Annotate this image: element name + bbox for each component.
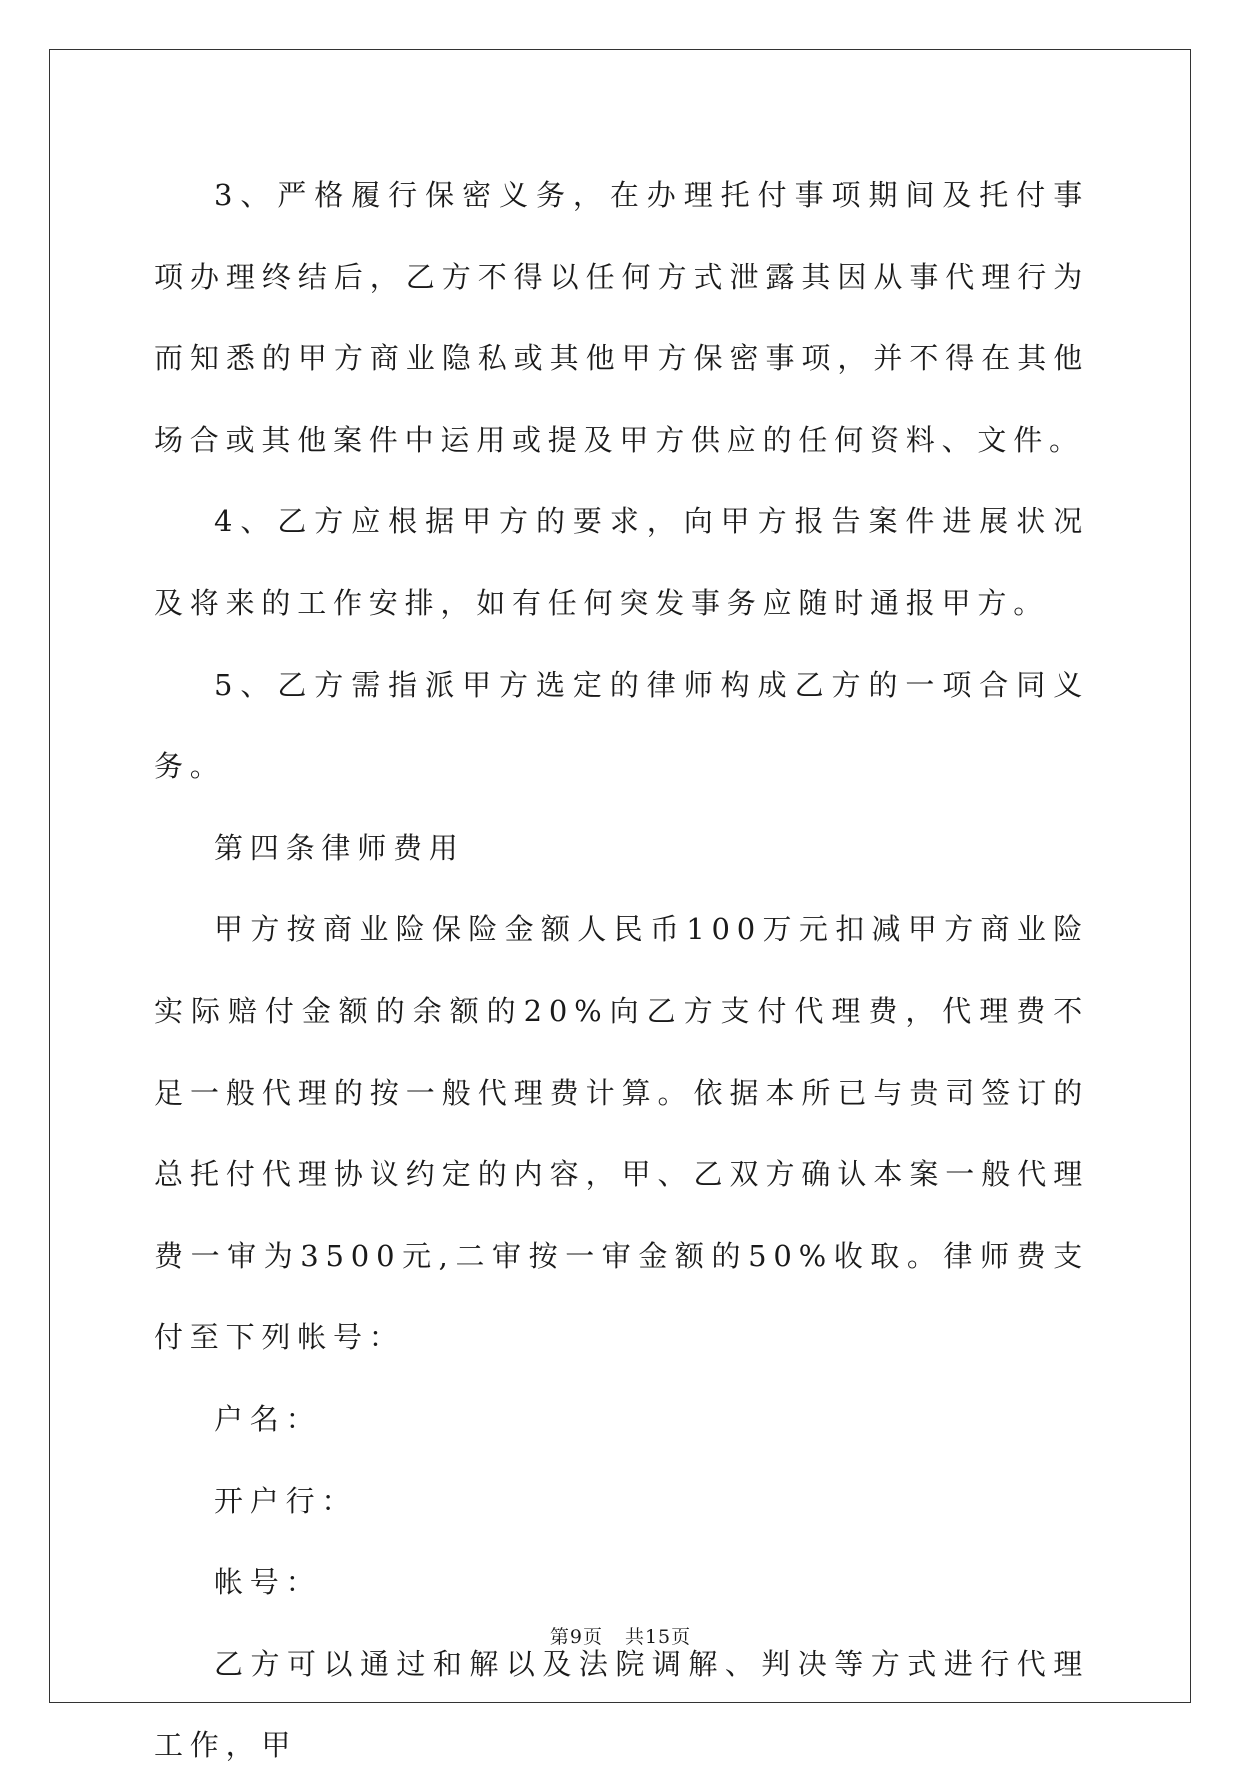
paragraph-settlement-methods: 乙方可以通过和解以及法院调解、判决等方式进行代理工作，甲 <box>154 1646 1089 1763</box>
field-bank: 开户行： <box>214 1483 358 1518</box>
page-footer <box>0 1622 1241 1649</box>
paragraph-fee-terms: 甲方按商业险保险金额人民币100万元扣减甲方商业险实际赔付金额的余额的20%向乙方支付代理费，代理费不足一般代理的按一般代理费计算。依据本所已与贵司签订的总托付代理协议约定的内容，甲、乙双方确认本案一般代理费一审为3500元,二审按一审金额的50%收取。律师费支付至下列帐号： <box>154 912 1089 1355</box>
field-account-name: 户名： <box>214 1401 322 1436</box>
paragraph-confidentiality: 3、严格履行保密义务，在办理托付事项期间及托付事项办理终结后，乙方不得以任何方式泄露其因从事代理行为而知悉的甲方商业隐私或其他甲方保密事项，并不得在其他场合或其他案件中运用或提及甲方供应的任何资料、文件。 <box>154 178 1089 457</box>
paragraph-assign-lawyer: 5、乙方需指派甲方选定的律师构成乙方的一项合同义务。 <box>154 667 1089 784</box>
page-number-total: 共15页 <box>624 1626 692 1648</box>
section-heading-lawyer-fees: 第四条律师费用 <box>214 830 465 865</box>
page-number-current: 第9页 <box>549 1626 603 1648</box>
document-body <box>154 155 1089 1787</box>
paragraph-report-progress: 4、乙方应根据甲方的要求，向甲方报告案件进展状况及将来的工作安排，如有任何突发事务应随时通报甲方。 <box>154 504 1089 620</box>
field-account-number: 帐号： <box>214 1565 322 1600</box>
